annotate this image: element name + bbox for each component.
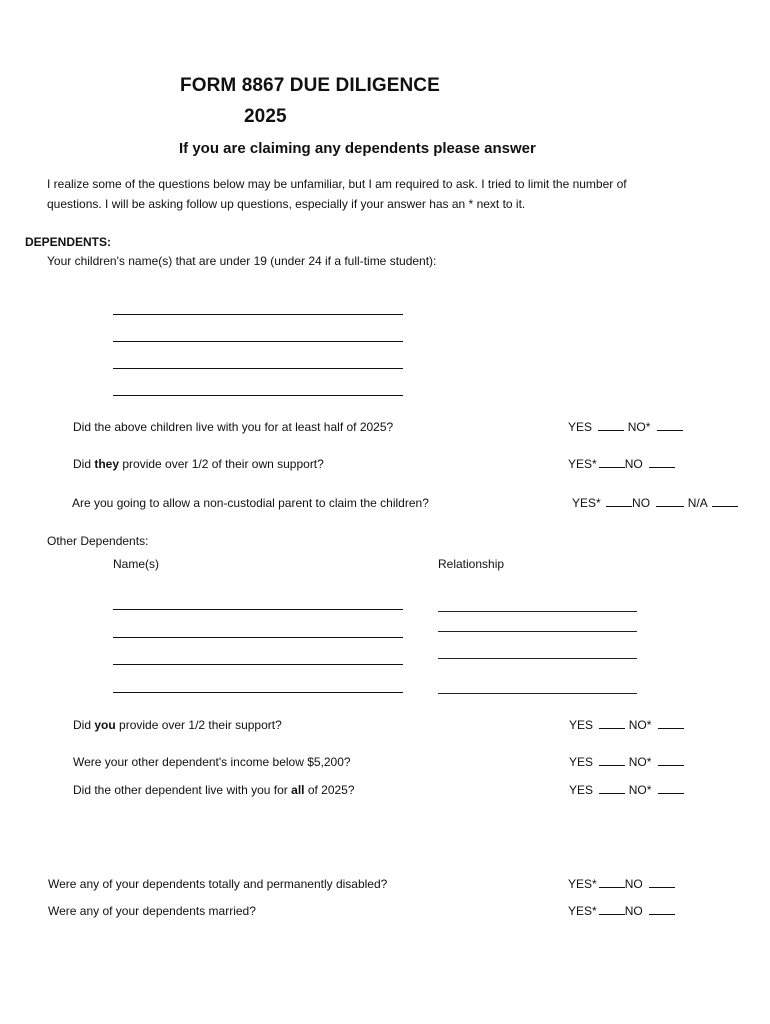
names-column-header: Name(s) xyxy=(113,557,160,571)
answer-no-blank[interactable] xyxy=(658,783,684,794)
children-prompt: Your children's name(s) that are under 19 (under 24 if a full-time student): xyxy=(47,254,437,268)
form-year: 2025 xyxy=(244,106,287,127)
other-dependents-heading: Other Dependents: xyxy=(47,534,149,548)
question-emphasis: all xyxy=(291,783,305,797)
form-title: FORM 8867 DUE DILIGENCE xyxy=(180,75,440,96)
answer-na-blank[interactable] xyxy=(712,496,738,507)
question-text: Were your other dependent's income below $5,200? xyxy=(73,755,351,769)
question-text: Did the above children live with you for at least half of 2025? xyxy=(73,420,394,434)
answer-no-label: NO xyxy=(624,457,643,471)
relationship-line-3[interactable] xyxy=(438,658,637,659)
answer-yes-label: YES xyxy=(569,783,594,797)
answer-disabled xyxy=(568,877,675,891)
answer-yes-label: YES* xyxy=(568,877,597,891)
answer-yes-label: YES* xyxy=(568,457,597,471)
answer-no-label: NO xyxy=(632,496,651,510)
answer-no-label: NO* xyxy=(628,718,652,732)
answer-no-label: NO* xyxy=(627,420,651,434)
intro-line-2: questions. I will be asking follow up questions, especially if your answer has an * next to it. xyxy=(47,197,526,211)
question-disabled: Were any of your dependents totally and permanently disabled? xyxy=(48,877,388,891)
question-you-provided-support xyxy=(73,718,282,732)
question-own-support xyxy=(73,457,324,471)
other-name-line-2[interactable] xyxy=(113,637,403,638)
answer-no-blank[interactable] xyxy=(649,877,675,888)
question-emphasis: they xyxy=(94,457,120,471)
answer-na-label: N/A xyxy=(687,496,708,510)
answer-lived-all-year xyxy=(569,783,684,797)
question-text: Are you going to allow a non-custodial parent to claim the children? xyxy=(72,496,429,510)
answer-married xyxy=(568,904,675,918)
answer-yes-blank[interactable] xyxy=(599,783,625,794)
answer-yes-label: YES xyxy=(569,755,594,769)
answer-no-blank[interactable] xyxy=(649,457,675,468)
answer-yes-label: YES* xyxy=(572,496,601,510)
question-dependent-income xyxy=(73,755,351,769)
child-name-line-3[interactable] xyxy=(113,368,403,369)
answer-you-provided-support xyxy=(569,718,684,732)
question-text: Did xyxy=(73,718,95,732)
answer-noncustodial-parent xyxy=(572,496,738,510)
answer-no-label: NO xyxy=(624,904,643,918)
answer-lived-half-year xyxy=(568,420,683,434)
question-text-end: provide over 1/2 their support? xyxy=(115,718,282,732)
answer-yes-label: YES xyxy=(568,420,593,434)
answer-no-label: NO* xyxy=(628,783,652,797)
answer-dependent-income xyxy=(569,755,684,769)
other-name-line-3[interactable] xyxy=(113,664,403,665)
answer-yes-blank[interactable] xyxy=(599,877,625,888)
child-name-line-4[interactable] xyxy=(113,395,403,396)
question-lived-half-year xyxy=(73,420,393,434)
question-lived-all-year xyxy=(73,783,355,797)
intro-line-1: I realize some of the questions below may be unfamiliar, but I am required to ask. I tried to limit the number of xyxy=(47,177,627,191)
answer-yes-blank[interactable] xyxy=(599,457,625,468)
answer-yes-label: YES xyxy=(569,718,594,732)
question-text: Did xyxy=(73,457,95,471)
answer-own-support xyxy=(568,457,675,471)
relationship-column-header: Relationship xyxy=(438,557,505,571)
answer-yes-blank[interactable] xyxy=(599,718,625,729)
child-name-line-2[interactable] xyxy=(113,341,403,342)
answer-no-blank[interactable] xyxy=(658,718,684,729)
answer-no-blank[interactable] xyxy=(657,420,683,431)
question-married: Were any of your dependents married? xyxy=(48,904,256,918)
relationship-line-1[interactable] xyxy=(438,611,637,612)
answer-no-blank[interactable] xyxy=(656,496,684,507)
answer-no-label: NO* xyxy=(628,755,652,769)
answer-yes-blank[interactable] xyxy=(598,420,624,431)
question-noncustodial-parent xyxy=(72,496,429,510)
child-name-line-1[interactable] xyxy=(113,314,403,315)
answer-no-blank[interactable] xyxy=(649,904,675,915)
answer-yes-blank[interactable] xyxy=(606,496,632,507)
answer-no-blank[interactable] xyxy=(658,755,684,766)
other-name-line-1[interactable] xyxy=(113,609,403,610)
answer-yes-blank[interactable] xyxy=(599,755,625,766)
question-text: Did the other dependent live with you for xyxy=(73,783,292,797)
dependents-heading: DEPENDENTS: xyxy=(25,235,112,249)
form-subtitle: If you are claiming any dependents please answer xyxy=(179,140,536,157)
answer-no-label: NO xyxy=(624,877,643,891)
relationship-line-2[interactable] xyxy=(438,631,637,632)
other-name-line-4[interactable] xyxy=(113,692,403,693)
question-text-end: of 2025? xyxy=(304,783,355,797)
question-text-end: provide over 1/2 of their own support? xyxy=(119,457,324,471)
relationship-line-4[interactable] xyxy=(438,693,637,694)
question-emphasis: you xyxy=(94,718,116,732)
answer-yes-blank[interactable] xyxy=(599,904,625,915)
answer-yes-label: YES* xyxy=(568,904,597,918)
